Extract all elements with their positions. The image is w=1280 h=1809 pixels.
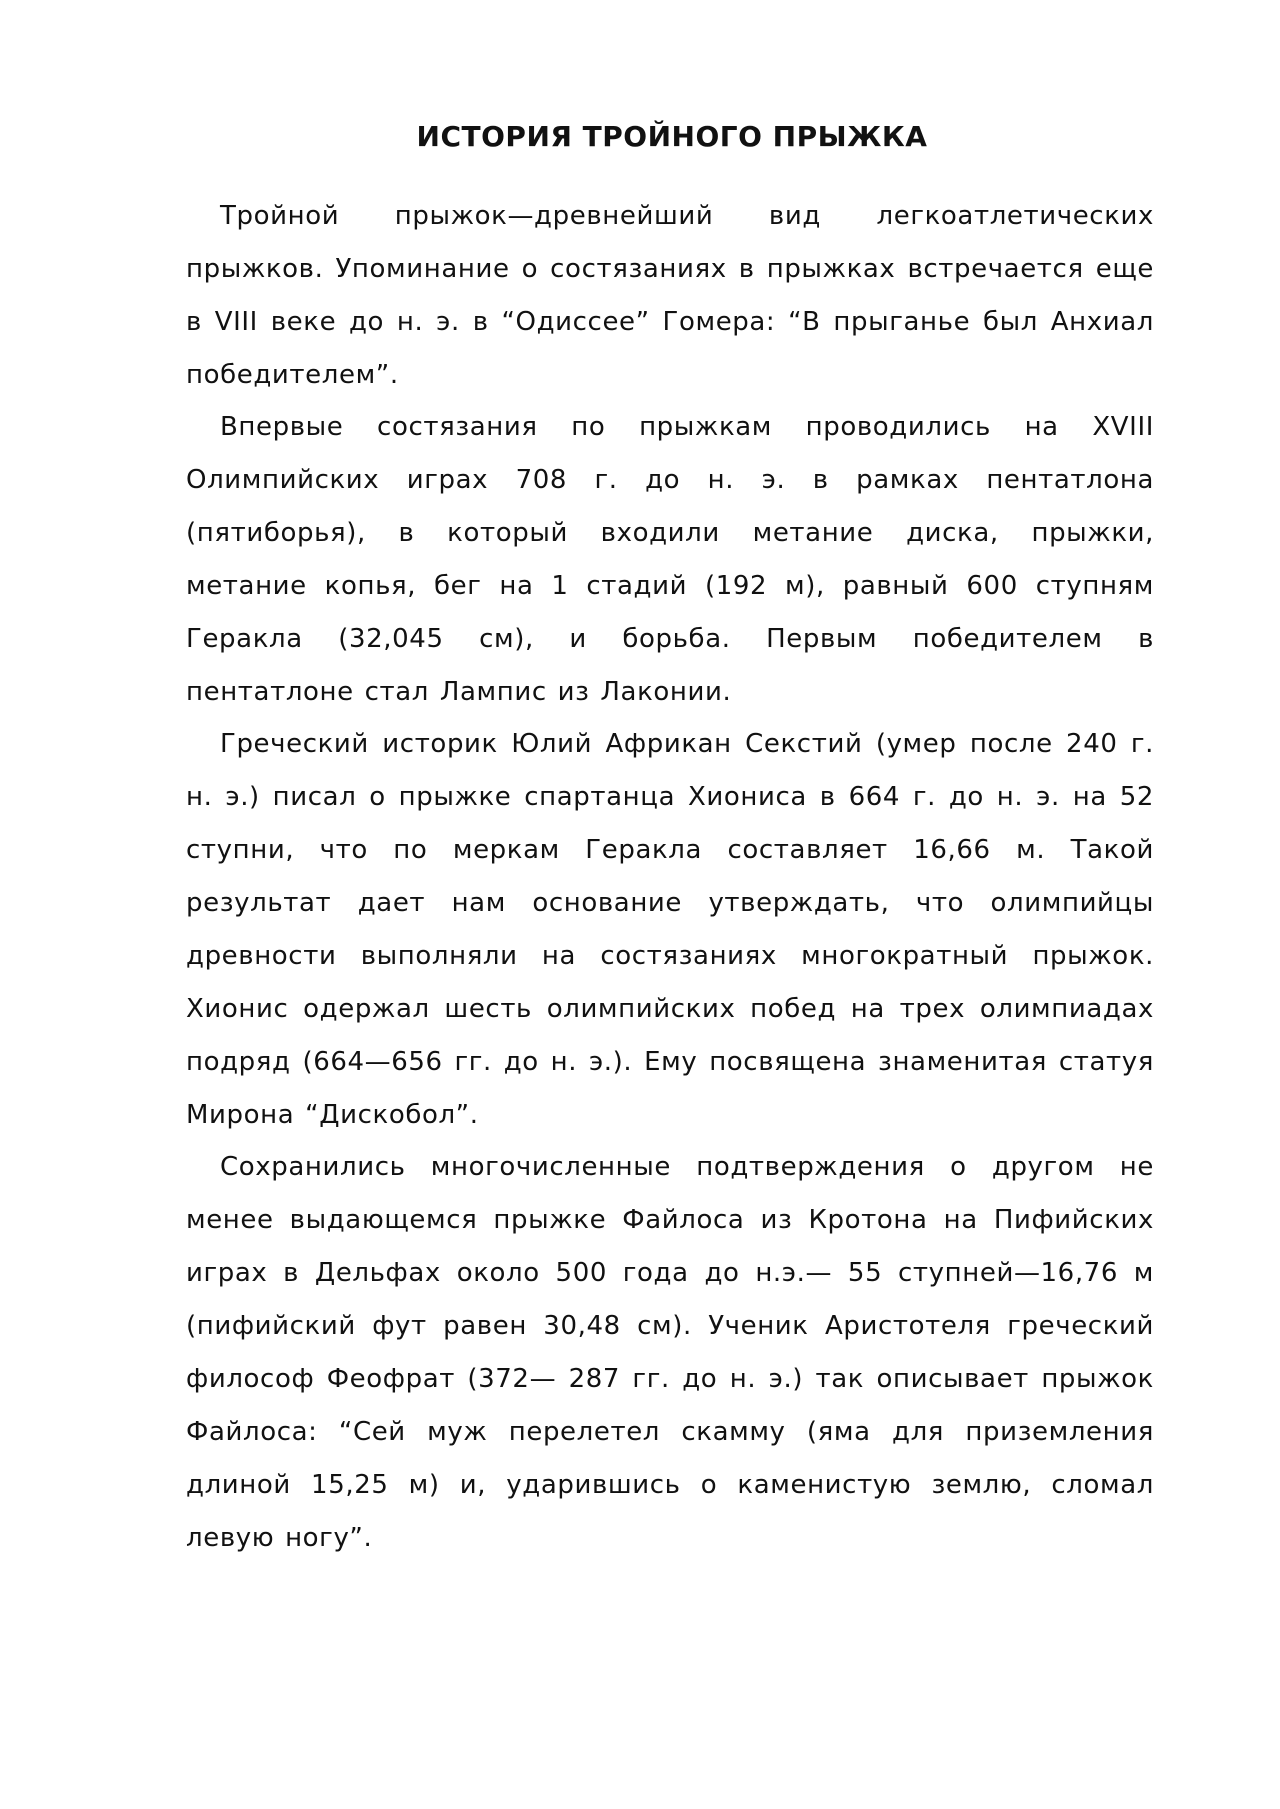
paragraph-3: Греческий историк Юлий Африкан Секстий (умер после 240 г. н. э.) писал о прыжке спартанца Хиониса в 664 г. до н. э. на 52 ступни, что по меркам Геракла составляет 16,66 м. Такой результат дает нам основание утверждать, что олимпийцы древности выполняли на состязаниях многократный прыжок. Хионис одержал шесть олимпийских побед на трех олимпиадах подряд (664—656 гг. до н. э.). Ему посвящена знаменитая статуя Мирона “Дискобол”. — [186, 729, 1154, 1130]
paragraph-1: Тройной прыжок—древнейший вид легкоатлетических прыжков. Упоминание о состязаниях в прыжках встречается еще в VIII веке до н. э. в “Одиссее” Гомера: “В прыганье был Анхиал победителем”. — [186, 201, 1154, 390]
paragraph-4: Сохранились многочисленные подтверждения о другом не менее выдающемся прыжке Файлоса из Кротона на Пифийских играх в Дельфах около 500 года до н.э.— 55 ступней—16,76 м (пифийский фут равен 30,48 см). Ученик Аристотеля греческий философ Феофрат (372— 287 гг. до н. э.) так описывает прыжок Файлоса: “Сей муж перелетел скамму (яма для приземления длиной 15,25 м) и, ударившись о каменистую землю, сломал левую ногу”. — [186, 1152, 1154, 1553]
document-title: ИСТОРИЯ ТРОЙНОГО ПРЫЖКА — [416, 120, 928, 153]
document-body — [186, 190, 1154, 1564]
paragraph-2: Впервые состязания по прыжкам проводились на XVIII Олимпийских играх 708 г. до н. э. в рамках пентатлона (пятиборья), в который входили метание диска, прыжки, метание копья, бег на 1 стадий (192 м), равный 600 ступням Геракла (32,045 см), и борьба. Первым победителем в пентатлоне стал Лампис из Лаконии. — [186, 412, 1154, 707]
